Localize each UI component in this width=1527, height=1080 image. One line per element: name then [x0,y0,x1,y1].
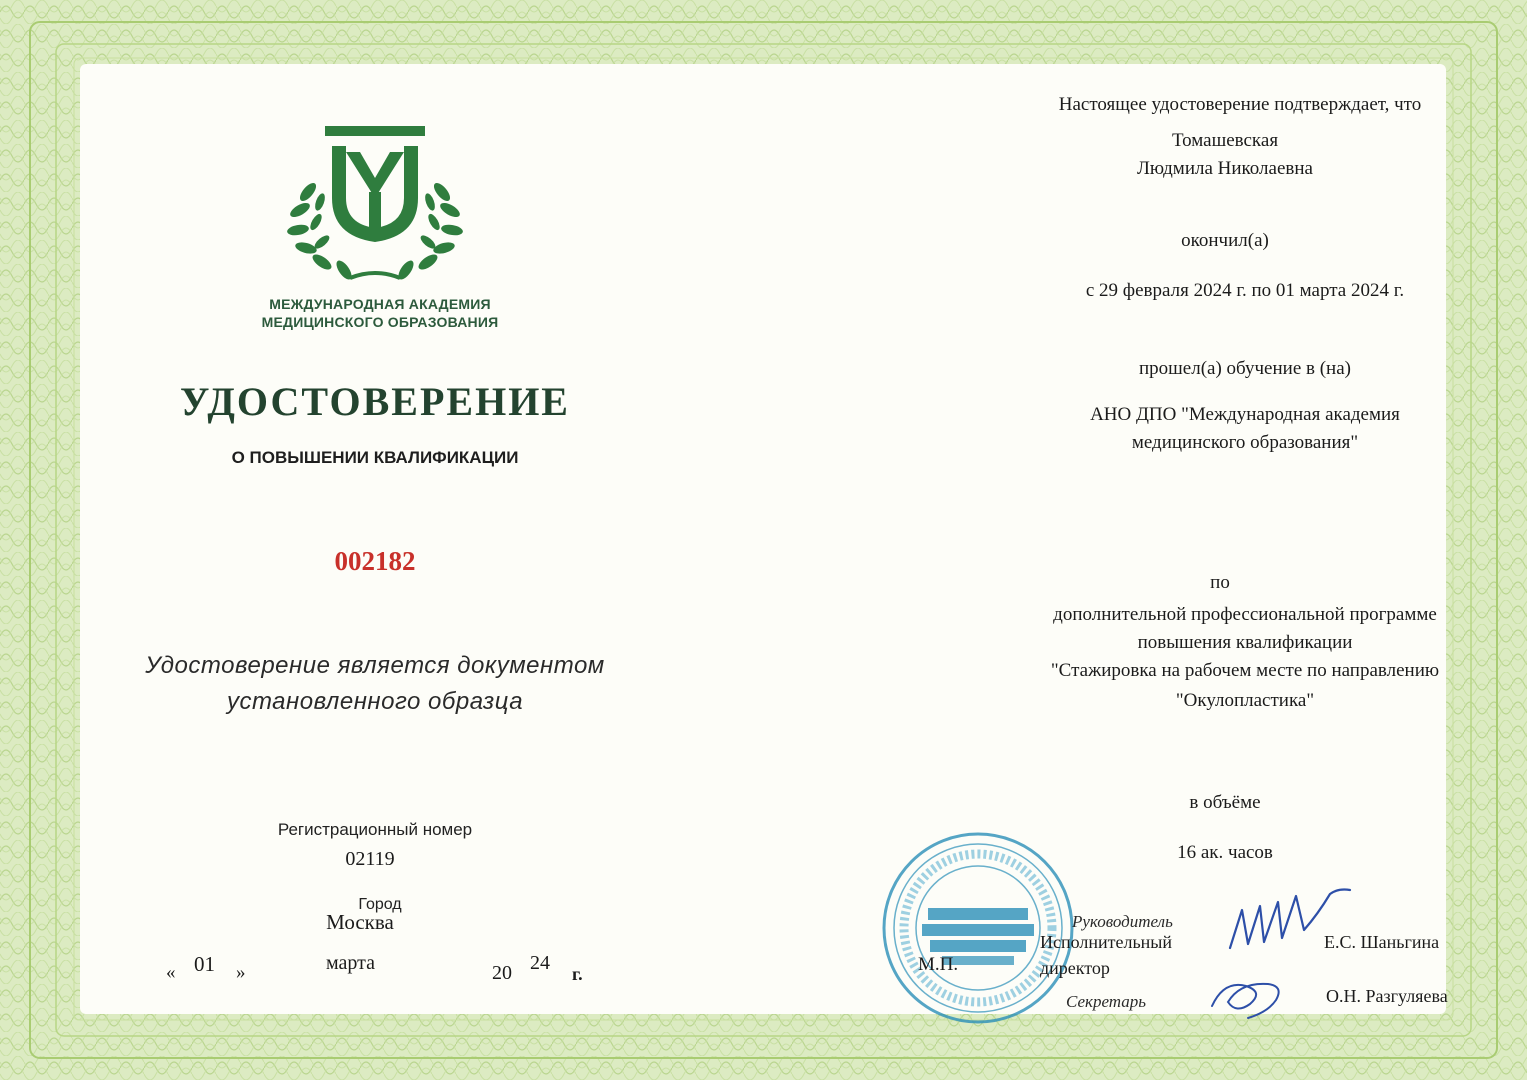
executive-label-line2: директор [1040,958,1110,978]
date-year-abbr: г. [572,964,583,984]
organization-line1: АНО ДПО "Международная академия [1090,404,1400,425]
stamp-place-label: М.П. [918,954,959,975]
date-month: марта [326,952,375,974]
document-subtitle: О ПОВЫШЕНИИ КВАЛИФИКАЦИИ [231,448,519,467]
secretary-signature-icon [1206,972,1296,1022]
document-title: УДОСТОВЕРЕНИЕ [180,379,570,424]
program-line3: "Стажировка на рабочем месте по направлению [1050,660,1440,681]
registration-label: Регистрационный номер [277,820,473,839]
executive-label-line1: Исполнительный [1040,932,1173,952]
volume-value: 16 ак. часов [1177,842,1273,863]
city-value: Москва [326,910,394,934]
program-by: по [1210,572,1230,593]
secretary-name: О.Н. Разгуляева [1326,986,1448,1006]
statement-line1: Удостоверение является документом [145,652,605,679]
date-day: 01 [194,952,215,976]
academy-logo-icon [270,118,480,288]
academy-name-line2: МЕДИЦИНСКОГО ОБРАЗОВАНИЯ [261,314,499,330]
date-year-suffix: 24 [530,952,550,974]
holder-surname: Томашевская [1171,130,1279,151]
date-open-quote: « [166,962,176,983]
program-line4: "Окулопластика" [1175,690,1315,711]
registration-number: 02119 [345,848,395,870]
statement-line2: установленного образца [226,688,524,715]
trained-at-text: прошел(а) обучение в (на) [1139,358,1351,379]
study-period: с 29 февраля 2024 г. по 01 марта 2024 г. [1085,280,1405,301]
program-line1: дополнительной профессиональной программе [1053,604,1437,625]
head-name: Е.С. Шаньгина [1324,932,1440,952]
intro-text: Настоящее удостоверение подтверждает, что [1058,94,1422,115]
date-year-prefix: 20 [492,962,512,984]
organization-line2: медицинского образования" [1131,432,1359,453]
academy-name-line1: МЕЖДУНАРОДНАЯ АКАДЕМИЯ [269,296,491,312]
official-stamp-icon [878,828,1078,1028]
date-close-quote: » [236,962,246,983]
completed-text: окончил(а) [1181,230,1269,251]
secretary-label: Секретарь [1066,992,1146,1011]
head-label: Руководитель [1072,912,1173,931]
program-line2: повышения квалификации [1137,632,1353,653]
volume-label: в объёме [1189,792,1261,813]
holder-given-names: Людмила Николаевна [1137,158,1313,179]
city-label: Город [358,896,402,913]
certificate-number: 002182 [334,546,416,576]
